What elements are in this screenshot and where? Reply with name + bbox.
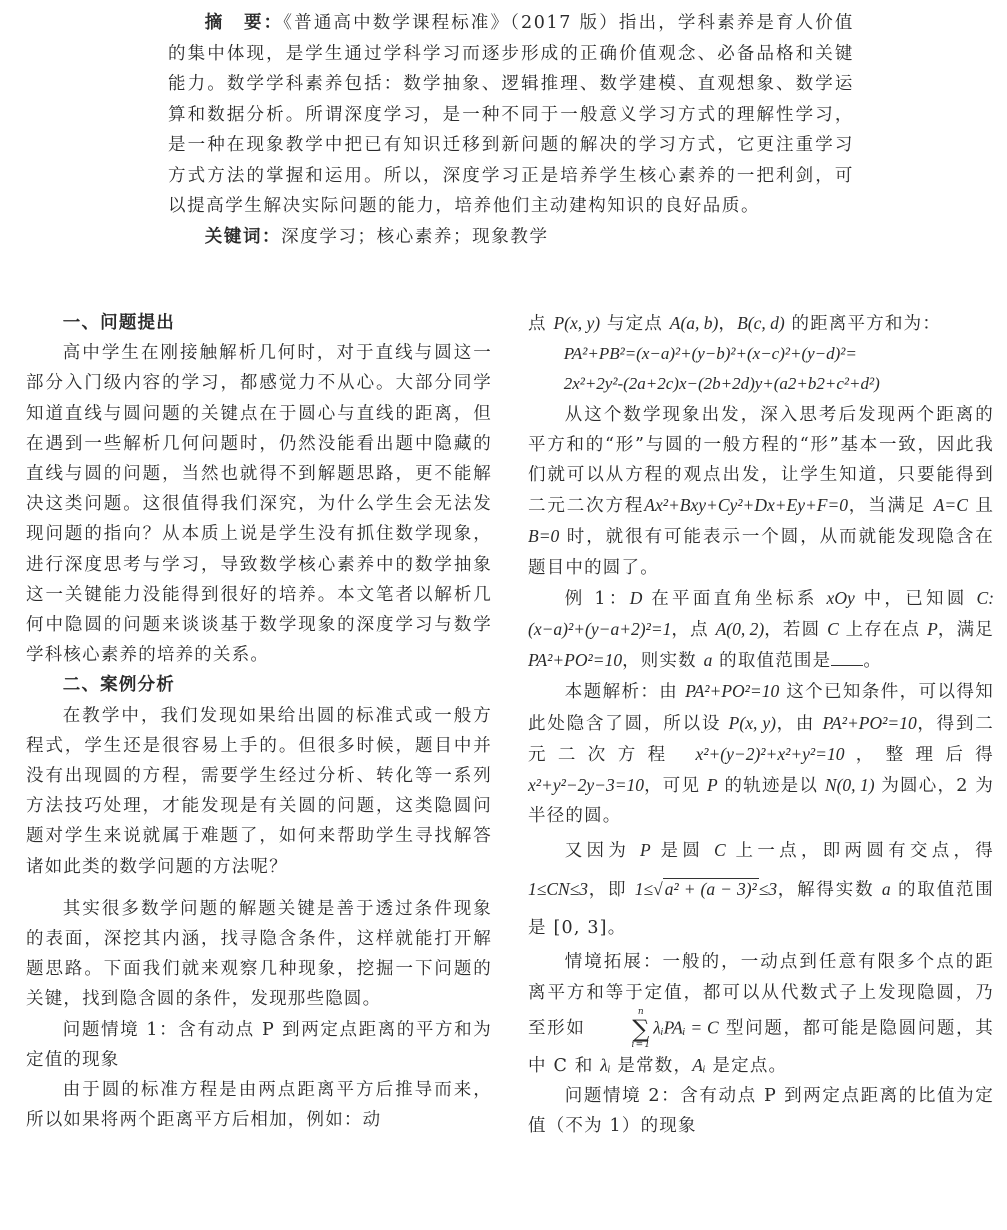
text: ，若圆	[764, 620, 828, 641]
sum-lower: i=1	[631, 1039, 652, 1050]
math: C: (x−a)²+(y−a+2)²=1	[528, 587, 995, 640]
paragraph	[528, 947, 994, 1081]
keywords-text: 深度学习；核心素养；现象教学	[281, 226, 549, 247]
example-1	[528, 583, 994, 677]
math: PA²+PO²=10	[528, 650, 623, 671]
text: ，由	[775, 713, 823, 734]
keywords-label: 关键词：	[204, 226, 282, 247]
solution	[528, 676, 994, 831]
math: P	[640, 840, 651, 861]
abstract-text: 《普通高中数学课程标准》（2017 版）指出，学科素养是育人价值的集中体现，是学生通过学科学习而逐步形成的正确价值观念、必备品格和关键能力。数学学科素养包括：数学抽象、逻辑推理、数学建模、直观想象、数学运算和数据分析。所谓深度学习，是一种不同于一般意义学习方式的理解性学习，是一种在现象教学中把已有知识迁移到新问题的解决的学习方式，它更注重学习方式方法的掌握和运用。所以，深度学习正是培养学生核心素养的一把利剑，可以提高学生解决实际问题的能力，培养他们主动建构知识的良好品质。	[168, 13, 855, 216]
paragraph	[528, 831, 994, 947]
text: 的取值范围是	[712, 651, 832, 672]
text: 的轨迹是以	[717, 776, 825, 797]
math: P(x, y)	[728, 712, 776, 733]
abstract-label: 摘 要：	[204, 13, 284, 33]
text: ，得到二元二次方程	[528, 713, 994, 765]
text: 例 1：	[564, 588, 630, 609]
keywords	[168, 222, 854, 253]
math: B(c, d)	[737, 313, 785, 333]
text: 是圆	[650, 841, 715, 862]
math: A(0, 2)	[715, 619, 765, 640]
math-radicand: a² + (a − 3)²	[664, 879, 757, 900]
math: 1≤CN≤3	[528, 879, 589, 900]
math: 1≤√	[634, 879, 663, 900]
text: ，点	[671, 620, 716, 641]
sum-upper: n	[637, 1006, 645, 1017]
math: P(x, y)	[553, 313, 601, 333]
paragraph	[528, 400, 994, 583]
math: B=0	[528, 526, 560, 547]
left-column	[26, 308, 492, 1135]
text: ，	[718, 314, 738, 334]
abstract	[168, 8, 854, 252]
math: A=C	[933, 495, 968, 516]
text: 是定点。	[705, 1055, 788, 1076]
math: PA²+PO²=10	[685, 681, 780, 702]
right-column	[528, 308, 994, 1141]
math: λᵢPAᵢ = C	[653, 1017, 719, 1038]
text: 从这个数学现象出发，深入思考后发现两个距离的平方和的“形”与圆的一般方程的“形”基本一致，因此我们就可以从方程的观点出发，让学生知道，只要能得到二元二次方程	[528, 404, 995, 517]
text: ，可见	[644, 776, 708, 797]
math: λᵢ	[600, 1054, 611, 1075]
problem-scenario-1: 问题情境 1：含有动点 P 到两定点距离的平方和为定值的现象	[26, 1019, 492, 1070]
math: xOy	[826, 587, 855, 608]
text: ，则实数	[622, 651, 704, 672]
math: Ax²+Bxy+Cy²+Dx+Ey+F=0	[644, 495, 849, 516]
math: N(0, 1)	[824, 775, 875, 796]
text: 。	[863, 651, 883, 672]
text: 的取值范围是 [0, 3]。	[528, 880, 994, 939]
abstract-paragraph	[168, 8, 854, 222]
text: 型问题，都可能是隐圆问题，其中 C 和	[528, 1018, 994, 1076]
text: ，满足	[937, 620, 994, 641]
problem-scenario-2: 问题情境 2：含有动点 P 到两定点距离的比值为定值（不为 1）的现象	[528, 1086, 994, 1137]
text: ，解得实数	[777, 880, 882, 901]
equation-line-2: 2x²+2y²-(2a+2c)x−(2b+2d)y+(a2+b2+c²+d²)	[563, 374, 880, 394]
text: 这个已知条件，可以得知此处隐含了圆，所以设	[528, 682, 994, 734]
math: PA²+PO²=10	[822, 712, 917, 733]
text: 上存在点	[838, 620, 928, 641]
answer-blank	[831, 649, 863, 666]
math: a	[881, 879, 891, 900]
text: 本题解析：由	[564, 682, 686, 703]
text: 为圆心，2 为半径的圆。	[528, 776, 995, 827]
math: P	[707, 775, 718, 796]
text: 在平面直角坐标系	[642, 588, 827, 609]
math: C	[827, 619, 839, 640]
text: ，整理后得	[844, 744, 995, 765]
text: 中，已知圆	[854, 588, 977, 609]
summation	[595, 1008, 652, 1050]
paragraph: 其实很多数学问题的解题关键是善于透过条件现象的表面，深挖其内涵，找寻隐含条件，这样就能打开解题思路。下面我们就来观察几种现象，挖掘一下问题的关键，找到隐含圆的条件，发现那些隐圆。	[26, 898, 492, 1010]
text: 且	[967, 496, 995, 517]
text: 与定点	[600, 314, 670, 334]
math: x²+y²−2y−3=10	[528, 775, 645, 796]
text: 是常数，	[610, 1055, 693, 1076]
text: 的距离平方和为：	[784, 314, 942, 334]
text: 时，就很有可能表示一个圆，从而就能发现隐含在题目中的圆了。	[528, 527, 994, 578]
text: 又因为	[564, 841, 640, 862]
text: 上一点，即两圆有交点，得	[725, 841, 994, 862]
math: D	[629, 587, 643, 608]
equation-line-1: PA²+PB²=(x−a)²+(y−b)²+(x−c)²+(y−d)²=	[563, 344, 857, 364]
text: ，即	[588, 880, 635, 901]
math: x²+(y−2)²+x²+y²=10	[695, 743, 845, 764]
text: 点	[528, 314, 554, 334]
paragraph: 由于圆的标准方程是由两点距离平方后推导而来，所以如果将两个距离平方后相加，例如：动	[26, 1080, 492, 1131]
math: A(a, b)	[669, 313, 719, 333]
sigma-icon: ∑	[632, 1014, 651, 1043]
text: 情境拓展：一般的，一动点到任意有限多个点的距离平方和等于定值，都可以从代数式子上发现隐圆，乃至形如	[528, 952, 994, 1039]
math: Aᵢ	[692, 1054, 706, 1075]
section-heading-1: 一、问题提出	[62, 313, 175, 333]
paragraph: 在教学中，我们发现如果给出圆的标准式或一般方程式，学生还是很容易上手的。但很多时候，题目中并没有出现圆的方程，需要学生经过分析、转化等一系列方法技巧处理，才能发现是有关圆的问题，这类隐圆问题对学生来说就属于难题了，如何来帮助学生寻找解答诸如此类的数学问题的方法呢？	[26, 705, 492, 877]
text: ，当满足	[848, 496, 934, 517]
paragraph: 高中学生在刚接触解析几何时，对于直线与圆这一部分入门级内容的学习，都感觉力不从心。大部分同学知道直线与圆问题的关键点在于圆心与直线的距离，但在遇到一些解析几何问题时，仍然没能看出题中隐藏的直线与圆的问题，当然也就得不到解题思路，更不能解决这类问题。这很值得我们深究，为什么学生会无法发现问题的指向？从本质上说是学生没有抓住数学现象，进行深度思考与学习，导致数学核心素养中的数学抽象这一关键能力没能得到很好的培养。本文笔者以解析几何中隐圆的问题来谈谈基于数学现象的深度学习与数学学科核心素养的培养的关系。	[26, 343, 492, 666]
math: a	[703, 650, 713, 671]
math: P	[927, 619, 938, 640]
math: ≤3	[758, 879, 778, 900]
paragraph	[528, 308, 994, 339]
section-heading-2: 二、案例分析	[62, 675, 175, 696]
math: C	[714, 840, 726, 861]
